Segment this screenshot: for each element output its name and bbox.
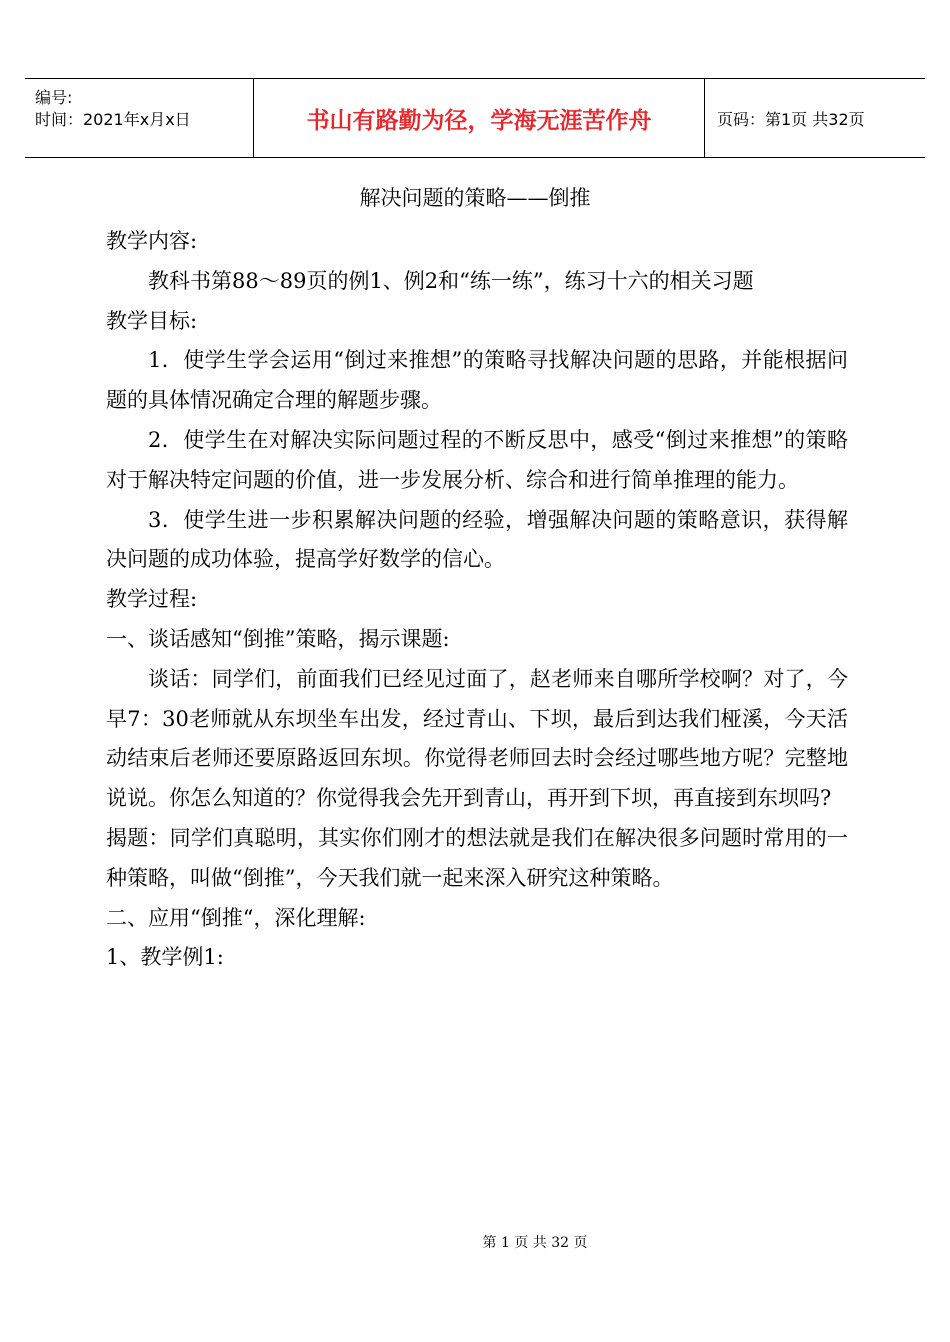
objective-3: 3．使学生进一步积累解决问题的经验，增强解决问题的策略意识，获得解决问题的成功体验，提高学好数学的信心。 [106,507,848,572]
section-heading-content: 教学内容: [106,229,198,253]
document-title: 解决问题的策略——倒推 [359,186,591,210]
document-body [106,222,848,978]
objective-2: 2．使学生在对解决实际问题过程的不断反思中，感受“倒过来推想”的策略对于解决特定问题的价值，进一步发展分析、综合和进行简单推理的能力。 [106,427,848,492]
header-page-cell [705,79,925,157]
number-label: 编号: [35,88,73,107]
motto-text: 书山有路勤为径，学海无涯苦作舟 [306,107,652,134]
header-motto-cell [253,79,705,157]
section-heading-process: 教学过程: [106,587,198,612]
step-heading-1: 一、谈话感知“倒推”策略，揭示课题: [106,626,450,651]
time-label: 时间：2021年x月x日 [35,110,191,129]
paragraph-content: 教科书第88～89页的例1、例2和“练一练”，练习十六的相关习题 [148,268,754,293]
page-info: 页码：第1页 共32页 [717,109,865,129]
paragraph-reveal: 揭题：同学们真聪明，其实你们刚才的想法就是我们在解决很多问题时常用的一种策略，叫做“倒推”，今天我们就一起来深入研究这种策略。 [106,825,848,890]
paragraph-talk: 谈话：同学们，前面我们已经见过面了，赵老师来自哪所学校啊？对了，今早7：30老师就从东坝坐车出发，经过青山、下坝，最后到达我们桠溪，今天活动结束后老师还要原路返回东坝。你觉得老师回去时会经过哪些地方呢？完整地说说。你怎么知道的？你觉得我会先开到青山，再开到下坝，再直接到东坝吗? [106,666,848,811]
step-heading-2: 二、应用“倒推“，深化理解: [106,905,366,930]
section-heading-objectives: 教学目标: [106,308,198,333]
header-left-cell [25,79,253,157]
sub-heading-example-1: 1、教学例1: [106,945,224,970]
objective-1: 1．使学生学会运用“倒过来推想”的策略寻找解决问题的思路，并能根据问题的具体情况确定合理的解题步骤。 [106,348,848,413]
page-footer: 第 1 页 共 32 页 [482,1235,588,1251]
document-header [25,78,925,158]
